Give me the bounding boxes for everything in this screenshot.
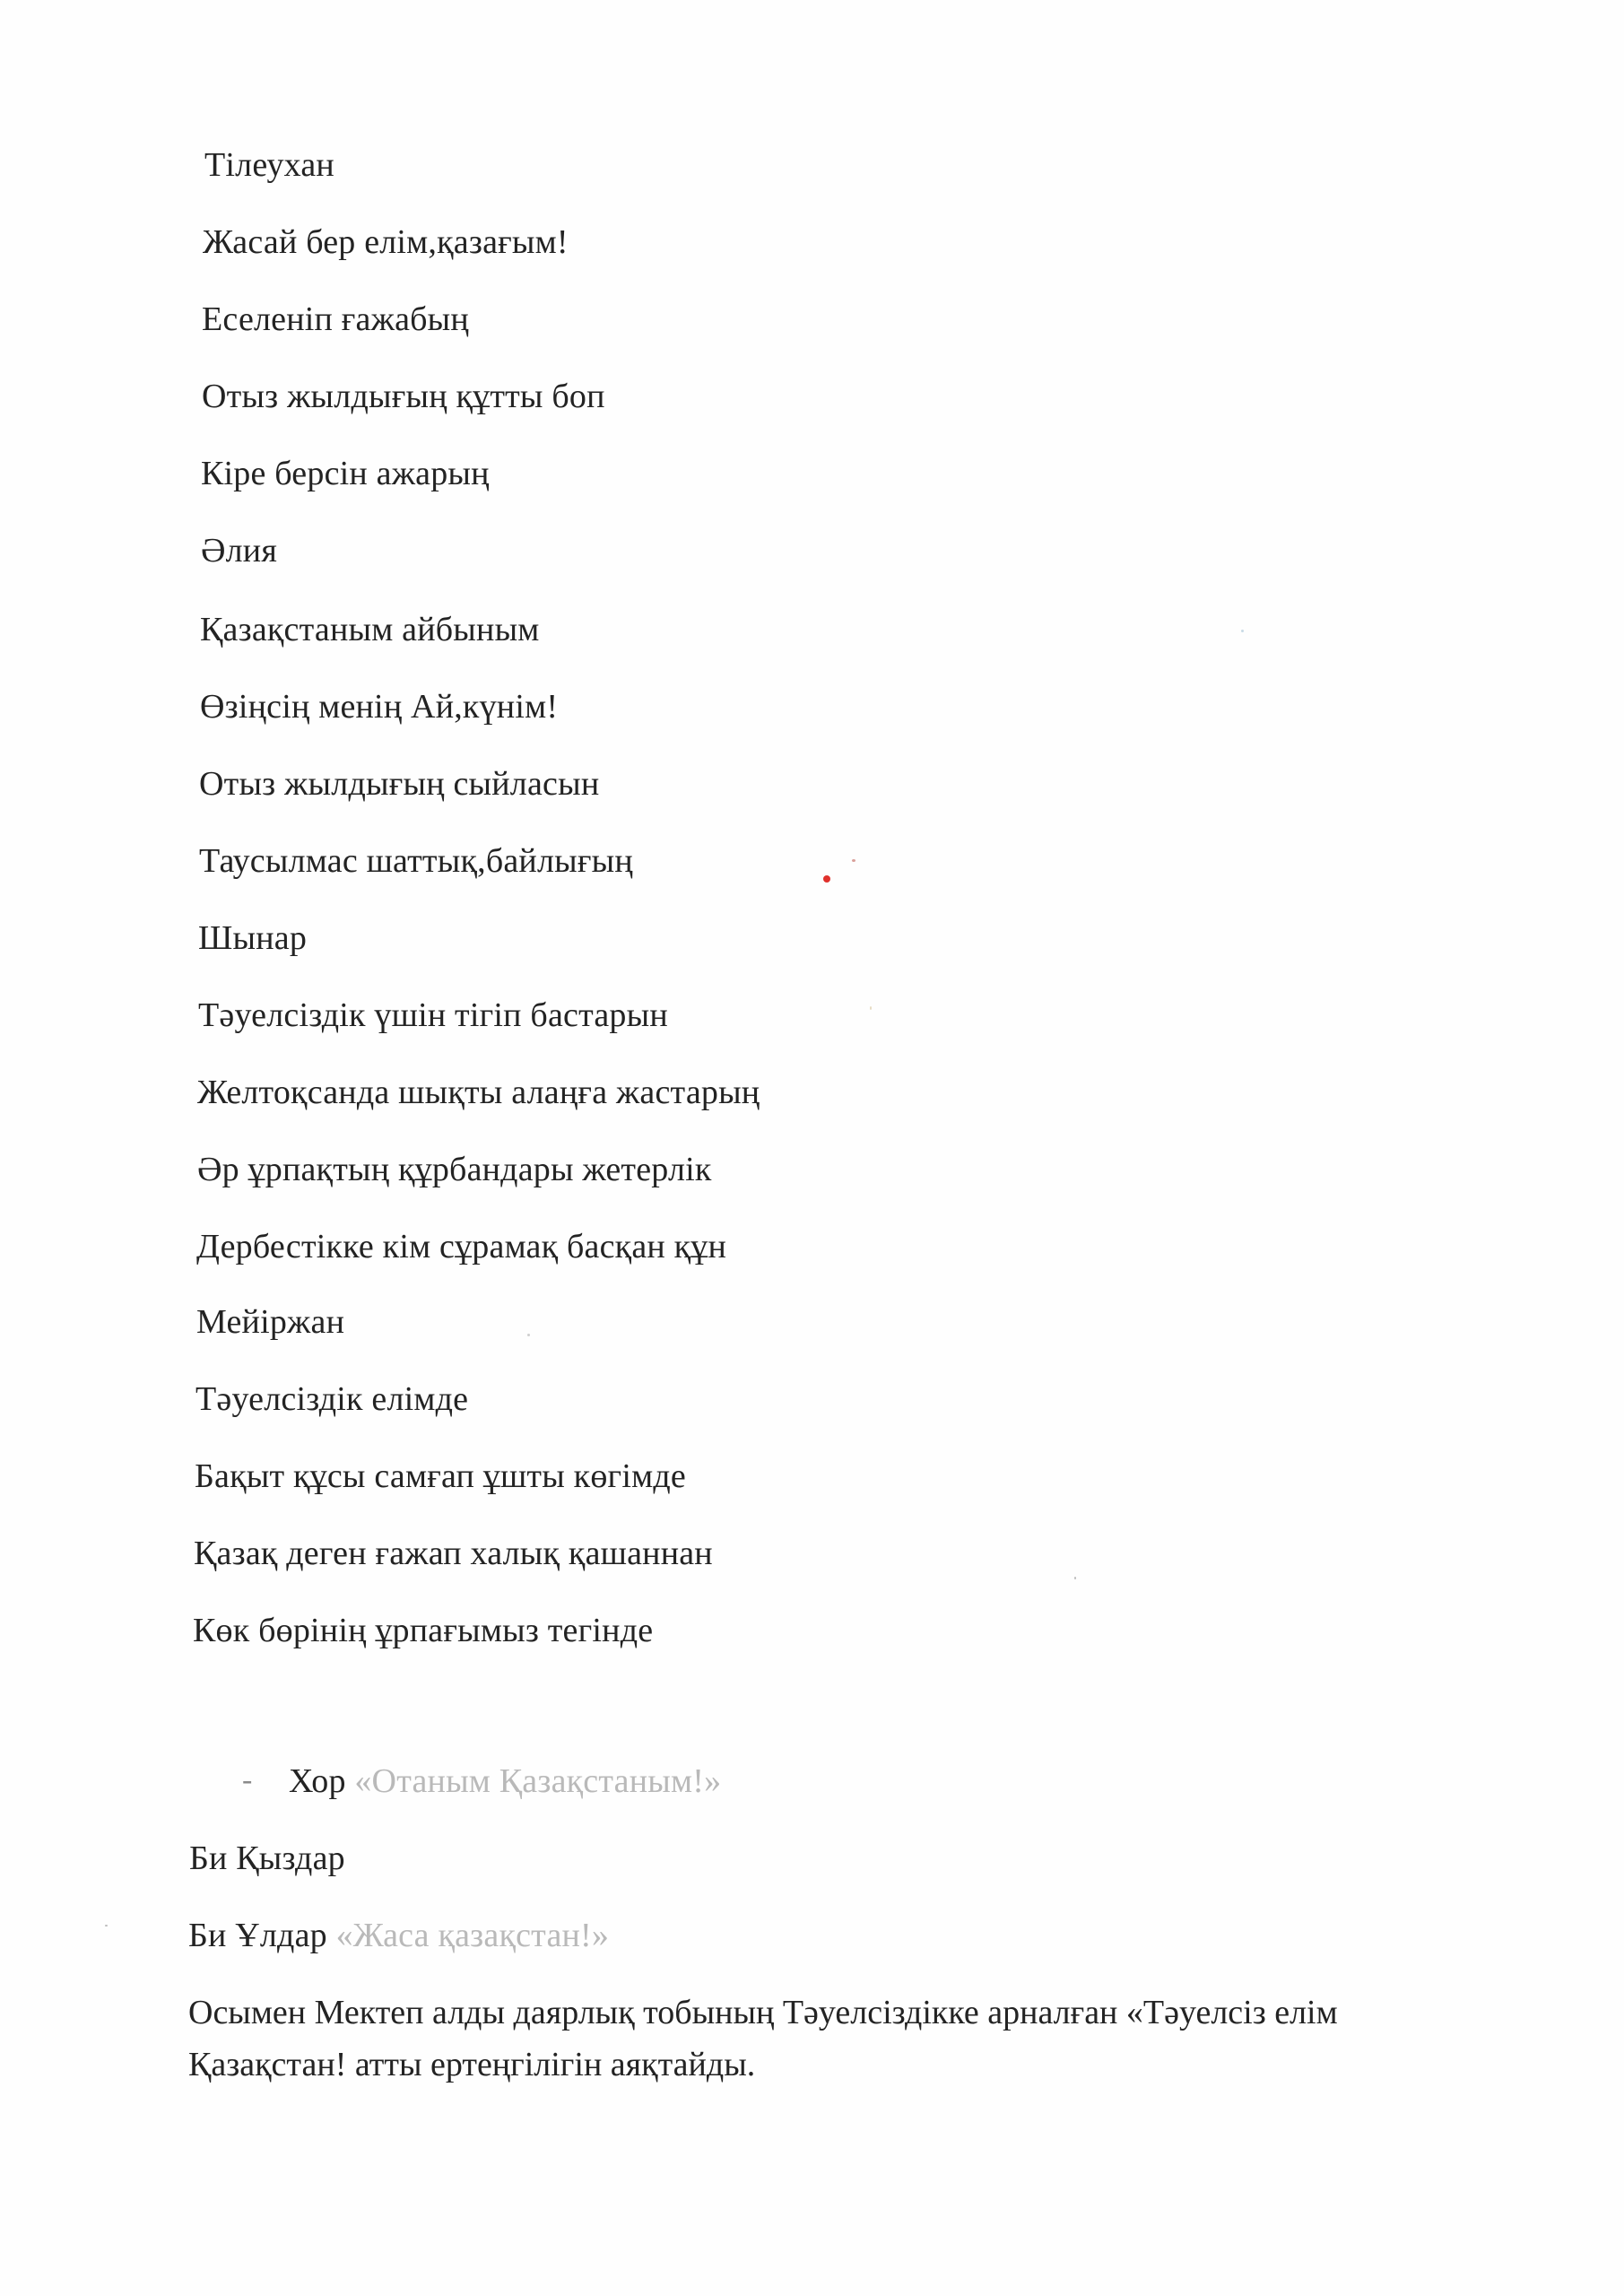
poem-line: Отыз жылдығың құтты боп	[202, 378, 605, 415]
dance-boys-song-title: «Жаса қазақстан!»	[335, 1917, 610, 1954]
poem-line: Өзіңсің менің Ай,күнім!	[200, 688, 559, 726]
dance-boys-label: Би Ұлдар	[188, 1917, 327, 1954]
poem-line: Кіре берсін ажарың	[201, 455, 490, 492]
poem-line: Қазақстаным айбыным	[200, 611, 540, 648]
ink-speck	[1241, 630, 1244, 632]
list-dash: -	[242, 1763, 253, 1796]
choir-song-title: «Отаным Қазақстаным!»	[354, 1762, 722, 1800]
dance-girls-item: Би Қыздар	[189, 1839, 345, 1877]
poem-line: Таусылмас шаттық,байлығың	[199, 842, 633, 880]
poem-line: Әр ұрпақтың құрбандары жетерлік	[197, 1151, 712, 1188]
ink-speck	[852, 859, 855, 862]
poem-line: Еселеніп ғажабың	[202, 300, 469, 338]
speaker-name: Мейіржан	[196, 1303, 345, 1341]
closing-paragraph: Осымен Мектеп алды даярлық тобының Тәуелсіздікке арналған «Тәуелсіз елім Қазақстан! атты ертеңгілігін аяқтайды.	[188, 1994, 1338, 2083]
dance-boys-item	[188, 1916, 609, 1955]
choir-label: Хор	[289, 1762, 346, 1800]
ink-speck	[870, 1006, 872, 1010]
speaker-name: Әлия	[201, 532, 278, 570]
poem-line: Жасай бер елім,қазағым!	[203, 223, 569, 261]
speaker-name: Тілеухан	[204, 146, 334, 184]
poem-line: Көк бөрінің ұрпағымыз тегінде	[193, 1612, 654, 1649]
choir-item	[289, 1761, 721, 1801]
poem-line: Бақыт құсы самғап ұшты көгімде	[195, 1457, 686, 1495]
poem-line: Тәуелсіздік елімде	[195, 1380, 469, 1418]
speaker-name: Шынар	[198, 919, 308, 957]
ink-speck	[105, 1925, 108, 1926]
ink-speck	[1074, 1577, 1076, 1579]
poem-line: Тәуелсіздік үшін тігіп бастарын	[198, 996, 668, 1034]
poem-line: Желтоқсанда шықты алаңға жастарың	[197, 1074, 760, 1111]
poem-line: Қазақ деген ғажап халық қашаннан	[194, 1535, 713, 1572]
ink-speck	[527, 1334, 530, 1336]
poem-line: Дербестікке кім сұрамақ басқан құн	[196, 1228, 727, 1265]
ink-speck	[823, 875, 830, 883]
poem-line: Отыз жылдығың сыйласын	[199, 765, 600, 803]
